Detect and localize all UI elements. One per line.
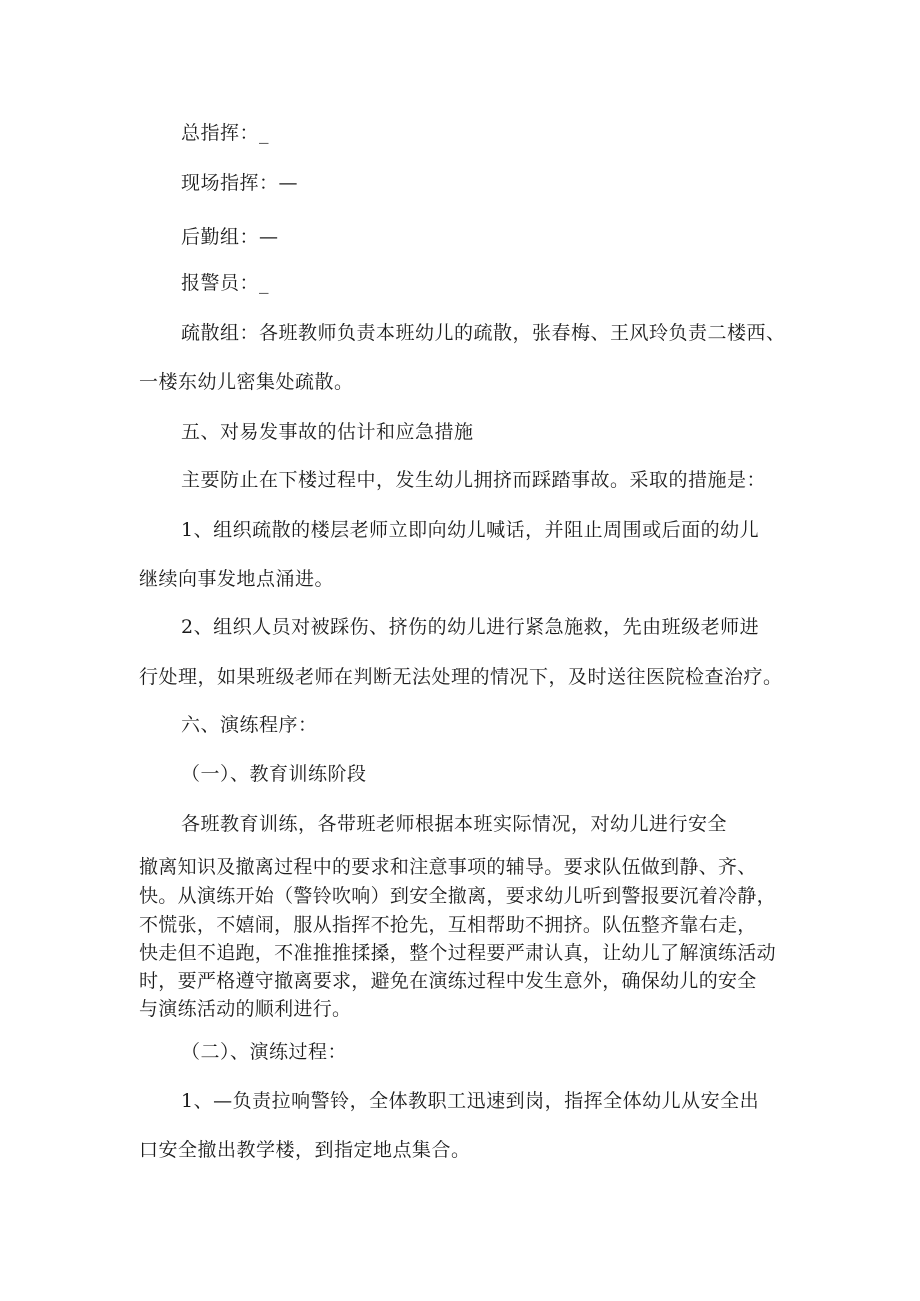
role-commander-label: 总指挥： [181,122,260,144]
role-alarm-officer-label: 报警员： [181,272,260,294]
role-field-commander-label: 现场指挥： [181,172,279,194]
section-6-heading: 六、演练程序： [181,714,318,736]
role-logistics [181,225,279,249]
measure-2-line-1: 2、组织人员对被踩伤、挤伤的幼儿进行紧急施救，先由班级老师进 [181,616,760,638]
role-commander-value: _ [259,122,270,144]
role-alarm-officer-value: _ [259,272,270,294]
subsection-1-heading: （一）、教育训练阶段 [181,763,367,785]
role-field-commander [181,171,298,195]
section-5-heading: 五、对易发事故的估计和应急措施 [181,421,474,443]
section-5-intro: 主要防止在下楼过程中，发生幼儿拥挤而踩踏事故。采取的措施是： [181,469,767,491]
measure-1-line-1: 1、组织疏散的楼层老师立即向幼儿喊话，并阻止周围或后面的幼儿 [181,519,760,541]
measure-1-line-2: 继续向事发地点涌进。 [139,568,335,590]
evacuation-group-line-1: 疏散组：各班教师负责本班幼儿的疏散，张春梅、王风玲负责二楼西、 [181,322,786,344]
role-field-commander-value: — [278,172,299,194]
training-paragraph-line: 时，要严格遵守撤离要求，避免在演练过程中发生意外，确保幼儿的安全 [139,970,757,992]
training-paragraph-line: 撤离知识及撤离过程中的要求和注意事项的辅导。要求队伍做到静、齐、 [139,856,757,878]
drill-step-1-line-2: 口安全撤出教学楼，到指定地点集合。 [139,1139,471,1161]
role-logistics-label: 后勤组： [181,226,260,248]
training-paragraph-line: 快走但不追跑，不准推推揉搡，整个过程要严肃认真，让幼儿了解演练活动 [139,942,776,964]
training-paragraph-line: 快。从演练开始（警铃吹响）到安全撤离，要求幼儿听到警报要沉着冷静， [139,885,776,907]
role-logistics-value: — [259,226,279,248]
role-commander [181,121,269,145]
evacuation-group-line-2: 一楼东幼儿密集处疏散。 [139,371,354,393]
subsection-2-heading: （二）、演练过程： [181,1041,348,1063]
training-paragraph-line: 与演练活动的顺利进行。 [139,998,352,1020]
drill-step-1-line-1: 1、—负责拉响警铃，全体教职工迅速到岗，指挥全体幼儿从安全出 [181,1090,760,1112]
measure-2-line-2: 行处理，如果班级老师在判断无法处理的情况下，及时送往医院检查治疗。 [139,666,783,688]
training-paragraph-line: 不慌张，不嬉闹，服从指挥不抢先，互相帮助不拥挤。队伍整齐靠右走， [139,914,757,936]
training-paragraph-first-line: 各班教育训练，各带班老师根据本班实际情况，对幼儿进行安全 [181,813,728,835]
role-alarm-officer [181,271,269,295]
